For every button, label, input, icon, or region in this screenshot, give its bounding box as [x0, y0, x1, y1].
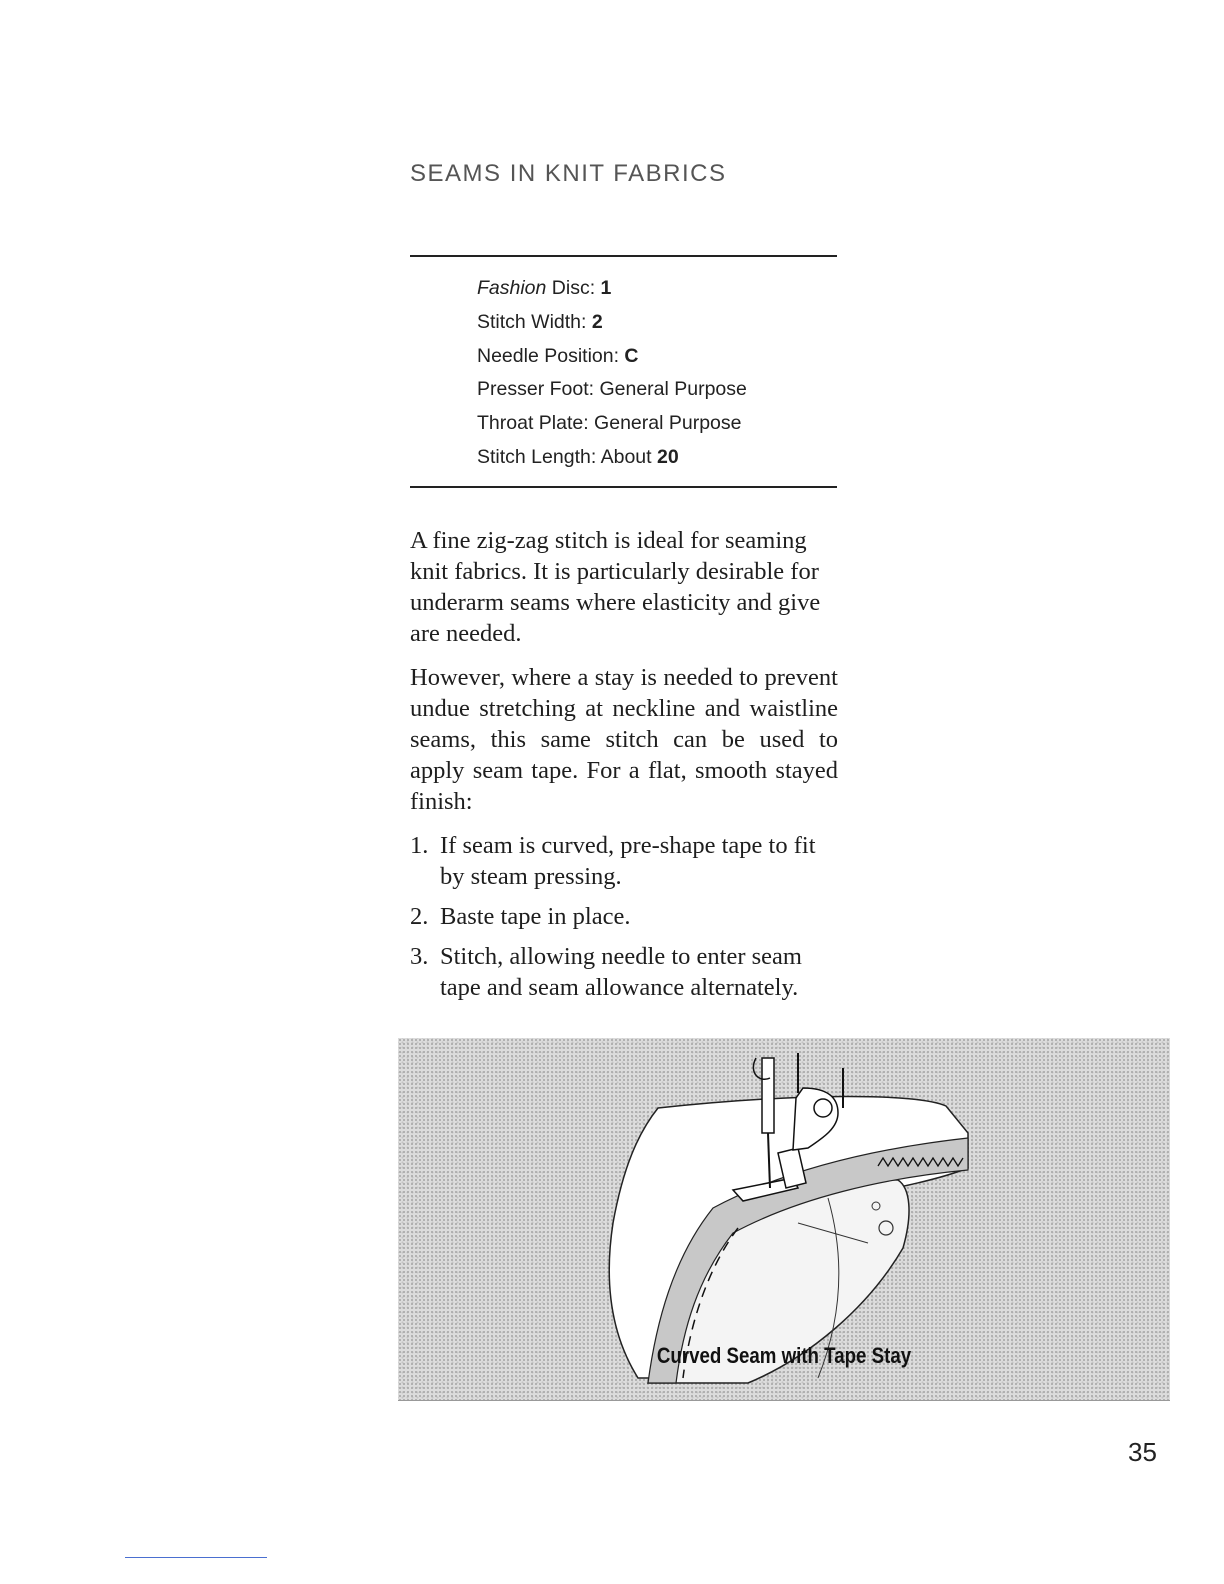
step-number: 1.	[410, 832, 429, 859]
setting-fashion-disc	[477, 272, 747, 306]
sewing-illustration	[398, 1038, 1170, 1401]
setting-needle-position	[477, 340, 747, 374]
setting-value: C	[624, 344, 639, 367]
setting-label: Throat Plate: General Purpose	[477, 412, 742, 435]
setting-label: Stitch Length: About	[477, 445, 657, 468]
setting-label: Needle Position:	[477, 344, 625, 367]
setting-fashion-value: 1	[600, 277, 612, 299]
setting-label: Stitch Width:	[477, 310, 592, 333]
footer-line	[125, 1557, 267, 1558]
step-item	[410, 901, 838, 932]
step-text: If seam is curved, pre-shape tape to fit by steam pressing.	[440, 832, 816, 890]
needle-bar	[762, 1058, 774, 1133]
setting-stitch-width	[477, 306, 747, 340]
setting-throat-plate	[477, 407, 747, 441]
section-heading: SEAMS IN KNIT FABRICS	[410, 160, 727, 187]
setting-stitch-length	[477, 441, 747, 475]
thumb-screw	[814, 1099, 832, 1117]
page-number: 35	[1128, 1437, 1157, 1467]
setting-label: Presser Foot: General Purpose	[477, 378, 747, 401]
figure-caption: Curved Seam with Tape Stay	[656, 1343, 912, 1368]
machine-settings	[477, 272, 747, 475]
step-text: Baste tape in place.	[440, 903, 631, 930]
paragraph-stay: However, where a stay is needed to prevent undue stretching at neckline and waistline seams, this same stitch can be used to apply seam tape. For a flat, smooth stayed finish:	[410, 664, 838, 815]
setting-value: 2	[591, 310, 603, 333]
paragraph-intro: A fine zig-zag stitch is ideal for seaming knit fabrics. It is particularly desirable for underarm seams where elasticity and give are needed.	[410, 527, 821, 647]
step-item	[410, 830, 838, 892]
step-text: Stitch, allowing needle to enter seam tape and seam allowance alternately.	[440, 943, 802, 1001]
setting-fashion-word: Fashion	[477, 277, 547, 299]
step-number: 3.	[410, 943, 429, 970]
step-item	[410, 941, 838, 1003]
settings-top-rule	[410, 255, 837, 257]
step-number: 2.	[410, 903, 429, 930]
settings-bottom-rule	[410, 486, 837, 488]
setting-value: 20	[656, 445, 679, 468]
setting-presser-foot	[477, 373, 747, 407]
setting-fashion-label: Disc:	[546, 277, 601, 299]
steps-list	[410, 830, 838, 1003]
body-text	[410, 525, 838, 1012]
